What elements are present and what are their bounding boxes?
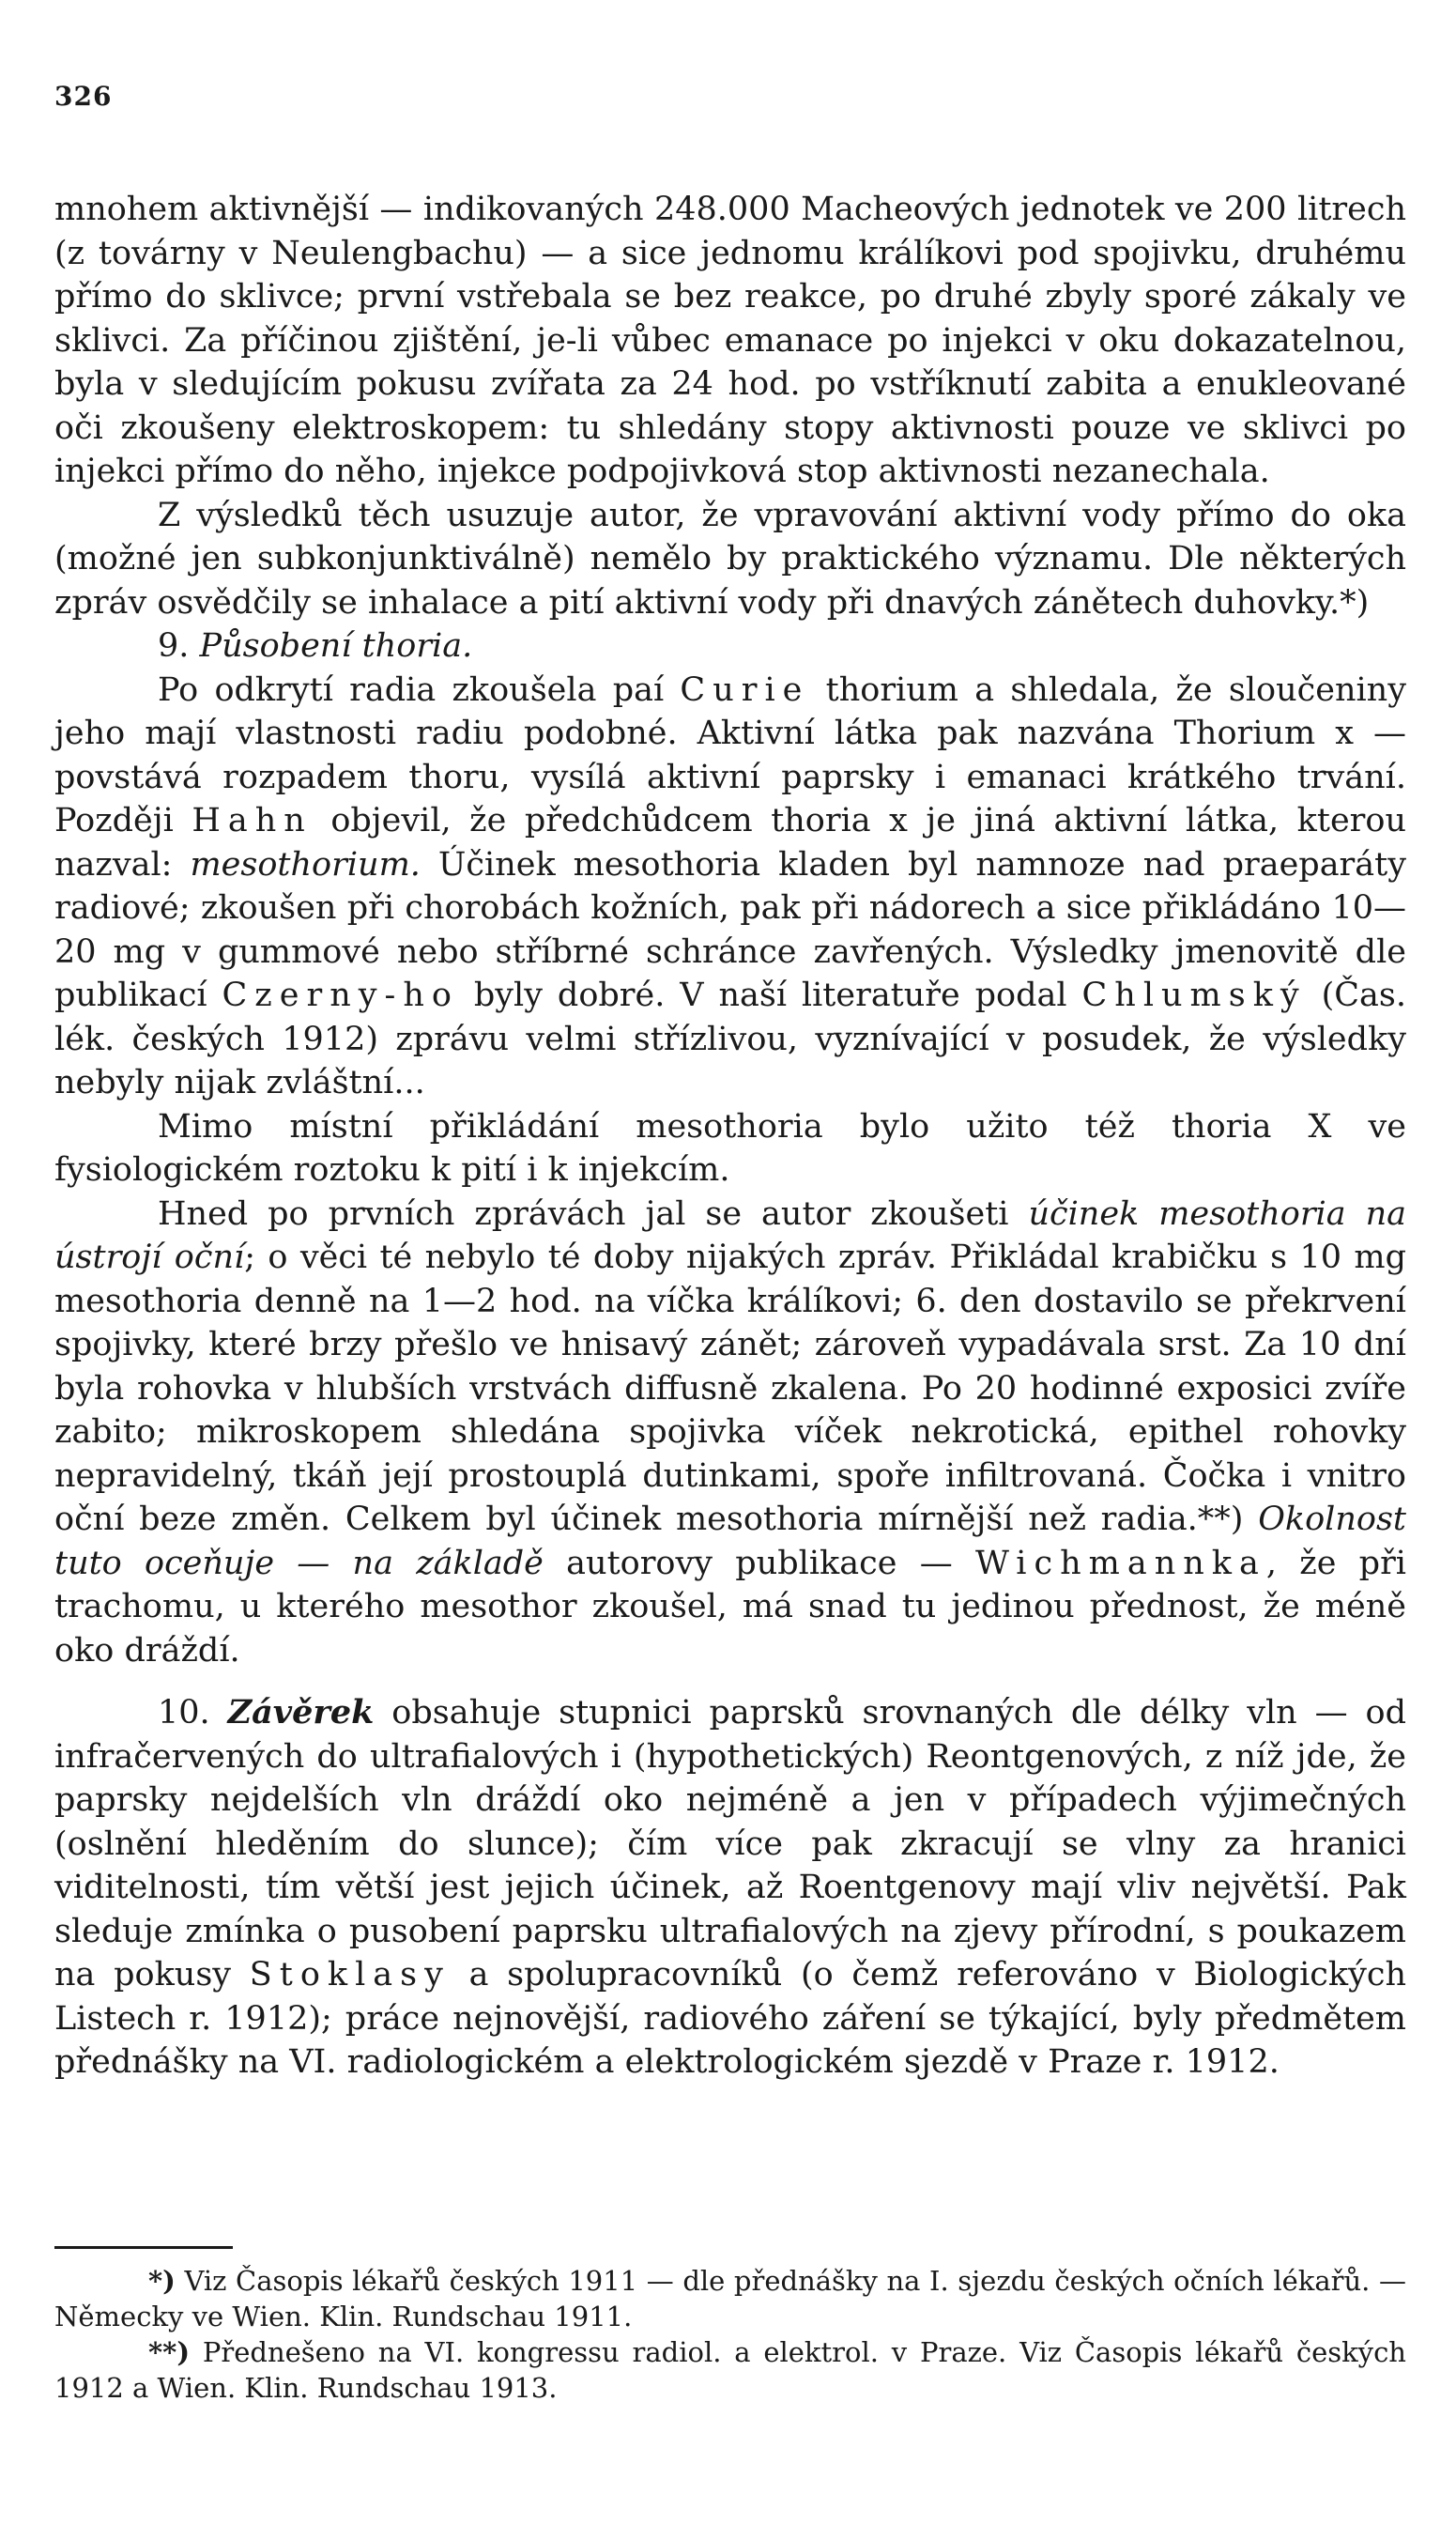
footnote-1-text: Viz Časopis lékařů českých 1911 — dle přednášky na I. sjezdu českých očních lékařů. — Německy ve Wien. Klin. Rundschau 1911. xyxy=(54,2265,1406,2332)
name-chlumsky: Chlumský xyxy=(1081,977,1307,1014)
section-10-title: Závěrek xyxy=(227,1693,375,1732)
name-wichmann: Wichmannka xyxy=(974,1544,1266,1582)
paragraph-5-italic: Okolnost tuto oceňuje — na základě xyxy=(54,1501,1406,1582)
footnotes xyxy=(54,2263,1406,2406)
paragraph-2: Z výsledků těch usuzuje autor, že vpravování aktivní vody přímo do oka (možné jen subkonjunktiválně) nemělo by praktického významu. Dle některých zpráv osvědčily se inhalace a pití aktivní vody při dnavých zánětech duhovky.*) xyxy=(54,496,1406,622)
footnote-2-mark: **) xyxy=(148,2336,191,2368)
footnote-1-mark: *) xyxy=(148,2265,176,2297)
section-9-number: 9. xyxy=(158,627,190,665)
term-effect-on-eye: účinek mesothoria na ústrojí oční xyxy=(54,1194,1406,1276)
paragraph-5 xyxy=(54,1193,1406,1673)
paragraph-3-part-a: Po odkrytí radia zkoušela paí xyxy=(158,670,681,709)
footnote-1 xyxy=(54,2263,1406,2334)
paragraph-3-part-c: objevil, že předchůdcem thoria x je jiná aktivní látka, kterou nazval: xyxy=(54,802,1406,884)
name-stoklasa: Stoklasy xyxy=(249,1956,451,1994)
paragraph-5-part-a: Hned po prvních zprávách jal se autor zkoušeti xyxy=(158,1194,1029,1233)
paragraph-gap xyxy=(54,1672,1406,1691)
term-mesothorium: mesothorium. xyxy=(190,845,421,884)
section-9-title: Působení thoria. xyxy=(199,627,473,665)
paragraph-3-part-e: byly dobré. V naší literatuře podal xyxy=(458,977,1082,1014)
paragraph-6-part-a: obsahuje stupnici paprsků srovnaných dle délky vln — od infračervených do ultrafialových i (hypothetických) Reontgenových, z níž jde, že paprsky nejdelších vln dráždí oko nejméně a jen v případech výjimečných (oslnění hleděním do slunce); čím více pak zkracují se vlny za hranici viditelnosti, tím větší jest jejich účinek, až Roentgenovy mají vliv největší. Pak sleduje zmínka o pusobení paprsku ultrafialových na zjevy přírodní, s poukazem na pokusy xyxy=(54,1694,1406,1994)
paragraph-5-part-b: ; o věci té nebylo té doby nijakých zpráv. Přikládal krabičku s 10 mg mesothoria denně na 1—2 hod. na víčka králíkovi; 6. den dostavilo se překrvení spojivky, které brzy přešlo ve hnisavý zánět; zároveň vypadávala srst. Za 10 dní byla rohovka v hlubších vrstvách diffusně zkalena. Po 20 hodinné exposici zvíře zabito; mikroskopem shledána spojivka víček nekrotická, epithel rohovky nepravidelný, tkáň její prostouplá dutinkami, spoře infiltrovaná. Čočka i vnitro oční beze změn. Celkem byl účinek mesothoria mírnější než radia.**) xyxy=(54,1239,1407,1538)
section-10-number: 10. xyxy=(158,1694,210,1732)
footnote-2-text: Přednešeno na VI. kongressu radiol. a elektrol. v Praze. Viz Časopis lékařů českých 1912 a Wien. Klin. Rundschau 1913. xyxy=(54,2336,1406,2404)
footnote-2 xyxy=(54,2334,1406,2406)
paragraph-3-part-d: Účinek mesothoria kladen byl namnoze nad praeparáty radiové; zkoušen při chorobách kožních, pak při nádorech a sice přikládáno 10—20 mg v gummové nebo stříbrné schránce zavřených. Výsledky jmenovitě dle publikací xyxy=(54,845,1406,1014)
paragraph-3-part-b: thorium a shledala, že sloučeniny jeho mají vlastnosti radiu podobné. Aktivní látka pak nazvána Thorium x — povstává rozpadem thoru, vysílá aktivní paprsky i emanaci krátkého trvání. Později xyxy=(54,670,1406,839)
paragraph-1: mnohem aktivnější — indikovaných 248.000 Macheových jednotek ve 200 litrech (z továrny v Neulengbachu) — a sice jednomu králíkovi pod spojivku, druhému přímo do sklivce; první vstřebala se bez reakce, po druhé zbyly sporé zákaly ve sklivci. Za příčinou zjištění, je-li vůbec emanace po injekci v oku dokazatelnou, byla v sledujícím pokusu zvířata za 24 hod. po vstříknutí zabita a enukleované oči zkoušeny elektroskopem: tu shledány stopy aktivnosti pouze ve sklivci po injekci přímo do něho, injekce podpojivková stop aktivnosti nezanechala. xyxy=(54,191,1406,490)
paragraph-3 xyxy=(54,669,1406,1105)
paragraph-5-part-c: autorovy publikace — xyxy=(543,1544,975,1582)
paragraph-3-part-f: (Čas. lék. českých 1912) zprávu velmi střízlivou, vyznívající v posudek, že výsledky nebyly nijak zvláštní... xyxy=(54,977,1406,1101)
paragraph-4: Mimo místní přikládání mesothoria bylo užito též thoria X ve fysiologickém roztoku k pití i k injekcím. xyxy=(54,1107,1406,1189)
paragraph-5-part-d: , že při trachomu, u kterého mesothor zkoušel, má snad tu jedinou přednost, že méně oko dráždí. xyxy=(54,1544,1406,1670)
name-hahn: Hahn xyxy=(192,802,313,839)
body-text xyxy=(54,188,1406,2085)
name-curie: Curie xyxy=(680,670,810,709)
paragraph-6 xyxy=(54,1691,1406,2085)
page-number: 326 xyxy=(54,81,113,112)
footnote-divider xyxy=(54,2246,233,2249)
paragraph-6-part-b: a spolupracovníků (o čemž referováno v Biologických Listech r. 1912); práce nejnovější, radiového záření se týkající, byly předmětem přednášky na VI. radiologickém a elektrologickém sjezdě v Praze r. 1912. xyxy=(54,1956,1406,2081)
name-czerny: Czerny-ho xyxy=(222,977,459,1014)
section-9-heading xyxy=(54,624,1406,669)
